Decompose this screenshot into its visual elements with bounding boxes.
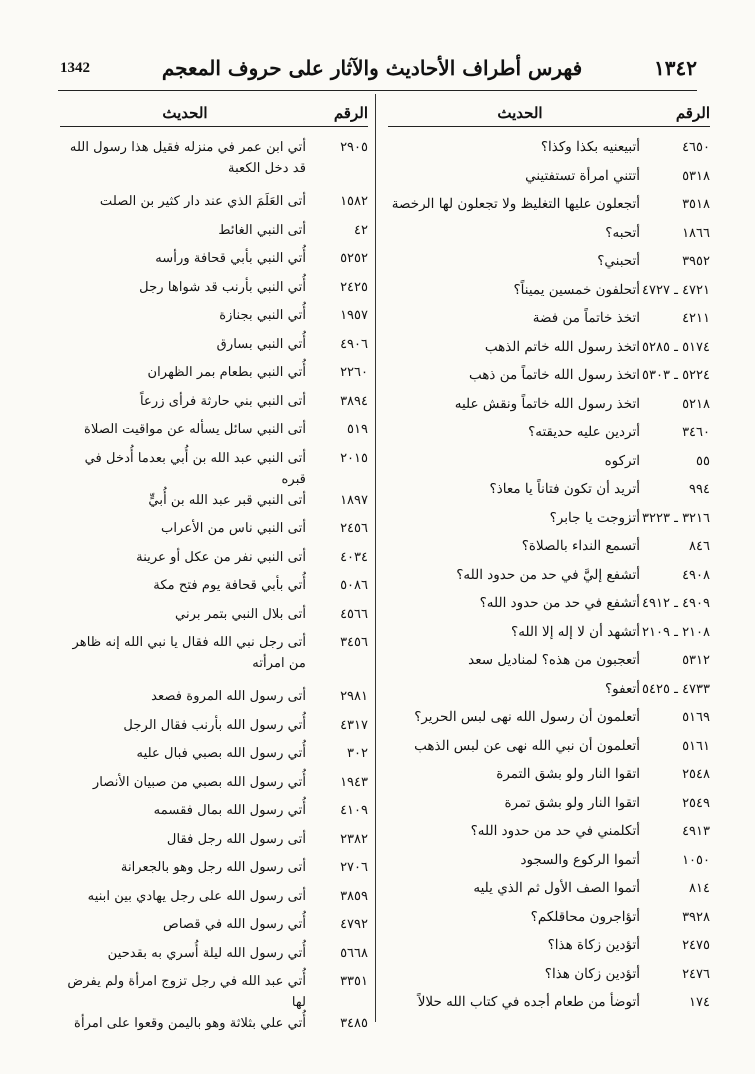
header-rule — [58, 90, 697, 91]
index-entry — [60, 547, 368, 576]
entry-number: ٥٥ — [696, 453, 710, 469]
index-entry — [388, 964, 710, 993]
entry-number: ٢٥٤٩ — [682, 795, 710, 811]
entry-text: أتعفو؟ — [605, 680, 640, 697]
index-entry — [60, 886, 368, 915]
entry-number: ١٩٥٧ — [340, 308, 368, 323]
entry-number: ٢٧٠٦ — [340, 860, 368, 875]
index-entry — [388, 650, 710, 679]
entry-text: أتى رسول الله رجل فقال — [166, 831, 306, 847]
column-divider — [375, 94, 376, 1022]
entry-text: أتى العَلَمَ الذي عند دار كثير بن الصلت — [99, 194, 306, 209]
index-entry — [388, 337, 710, 366]
entry-number: ٥٠٨٦ — [340, 578, 368, 593]
entry-text: أُتي رسول الله ليلة أُسري به بقدحين — [107, 945, 306, 961]
entry-text: أتعلمون أن رسول الله نهى لبس الحرير؟ — [414, 709, 640, 725]
entry-number: ٢٤٥٦ — [340, 521, 368, 536]
entry-text: أتشفع إليَّ في حد من حدود الله؟ — [456, 566, 640, 583]
index-entry — [388, 707, 710, 736]
entry-text: اتخذ خاتماً من فضة — [532, 310, 640, 326]
entry-text: أتحبني؟ — [597, 253, 640, 269]
hadith-column-heading: الحديث — [497, 104, 543, 122]
entry-text: أُتي رسول الله بأرنب فقال الرجل — [123, 717, 306, 733]
entry-text: أتموا الركوع والسجود — [520, 851, 640, 868]
entry-number: ٤٠٣٤ — [340, 549, 368, 565]
entry-number: ٤٩٠٦ — [340, 336, 368, 352]
entry-text: أتشفع في حد من حدود الله؟ — [479, 595, 640, 611]
entry-text: اتخذ رسول الله خاتم الذهب — [484, 338, 640, 355]
entry-number: ٨١٤ — [689, 881, 710, 896]
entry-number: ٢٣٨٢ — [340, 831, 368, 847]
entry-number: ٢٩٨١ — [340, 689, 368, 704]
entry-text: اتخذ رسول الله خاتماً ونقش عليه — [454, 395, 640, 412]
entry-number: ٥٢١٨ — [682, 396, 710, 412]
entry-number: ٥٦٦٨ — [340, 945, 368, 961]
entry-number: ٣٤٥٦ — [340, 635, 368, 650]
index-entry — [60, 490, 368, 519]
index-entry — [388, 992, 710, 1021]
entry-number: ٤٣١٧ — [340, 717, 368, 733]
index-entry — [388, 508, 710, 537]
index-entry — [60, 829, 368, 858]
entry-number: ٥١٦١ — [682, 738, 710, 754]
entry-number: ٤٩٠٨ — [682, 567, 710, 583]
entry-number: ٤١٠٩ — [340, 803, 368, 818]
entry-number: ٣٠٢ — [347, 746, 368, 761]
entry-number: ٢٥٤٨ — [682, 767, 710, 782]
index-entry — [60, 277, 368, 306]
right-column — [388, 100, 710, 1021]
entry-text: اتخذ رسول الله خاتماً من ذهب — [469, 367, 640, 383]
entry-text: أتحبه؟ — [605, 224, 640, 241]
entry-text: أُتي رسول الله بصبي من صبيان الأنصار — [92, 774, 306, 790]
index-entry — [388, 878, 710, 907]
entry-number: ٩٩٤ — [689, 482, 710, 497]
index-entry — [388, 422, 710, 451]
entry-number: ١٧٤ — [689, 995, 710, 1010]
entry-text: أُتي علي بثلاثة وهو باليمن وقعوا على امرأة — [74, 1016, 306, 1031]
index-entry — [388, 166, 710, 195]
entry-text: أتى بلال النبي بتمر برني — [174, 606, 306, 622]
index-entry — [60, 686, 368, 715]
entry-text: أتي ابن عمر في منزله فقيل هذا رسول الله قد دخل الكعبة — [69, 140, 306, 176]
index-entry — [388, 394, 710, 423]
left-column — [60, 100, 368, 1042]
entry-text: أتردين عليه حديقته؟ — [528, 424, 640, 440]
entry-number: ٢٩٠٥ — [340, 140, 368, 155]
entry-number: ٤٢ — [354, 222, 368, 238]
index-entry — [388, 308, 710, 337]
entry-number: ٣٨٥٩ — [340, 888, 368, 904]
index-entry — [388, 850, 710, 879]
index-entry — [388, 935, 710, 964]
entry-text: أتريد أن تكون فتاناً يا معاذ؟ — [489, 481, 640, 497]
index-entry — [60, 604, 368, 633]
entry-number: ٣٨٩٤ — [340, 393, 368, 409]
index-entry — [60, 334, 368, 363]
page-title: فهرس أطراف الأحاديث والآثار على حروف المعجم — [161, 56, 583, 80]
index-entry — [388, 565, 710, 594]
index-entry — [60, 191, 368, 220]
entry-number: ٥٣١٢ — [682, 653, 710, 668]
entry-text: أتى النبي الغائط — [218, 222, 306, 238]
page-header — [60, 52, 697, 84]
index-entry — [60, 632, 368, 686]
right-column-header — [388, 100, 710, 127]
entry-text: اتقوا النار ولو بشق التمرة — [496, 766, 640, 782]
entry-number: ٣٤٨٥ — [340, 1016, 368, 1031]
index-entry — [60, 391, 368, 420]
entry-number: ٢١٠٨ ـ ٢١٠٩ — [642, 624, 710, 640]
entry-text: أتتني امرأة تستفتيني — [525, 167, 640, 184]
index-entry — [60, 362, 368, 391]
entry-number: ٣٤٦٠ — [682, 425, 710, 440]
index-entry — [60, 575, 368, 604]
entry-number: ٤٧٢١ ـ ٤٧٢٧ — [642, 282, 710, 298]
entry-number: ٢٤٧٦ — [682, 966, 710, 982]
entry-number: ٥١٦٩ — [682, 710, 710, 725]
entry-number: ٣٣٥١ — [340, 974, 368, 989]
entry-text: أتبيعنيه بكذا وكذا؟ — [540, 139, 640, 155]
entry-text: أتعجبون من هذه؟ لمناديل سعد — [468, 652, 640, 668]
entry-number: ٤٧٩٢ — [340, 917, 368, 932]
index-entry — [60, 715, 368, 744]
entry-number: ١٠٥٠ — [682, 852, 710, 868]
entry-text: أتموا الصف الأول ثم الذي يليه — [473, 880, 640, 896]
entry-text: أُتي النبي بسارق — [216, 336, 306, 352]
entry-number: ٥٢٢٤ ـ ٥٣٠٣ — [642, 368, 710, 383]
entry-text: اتقوا النار ولو بشق تمرة — [504, 794, 640, 811]
entry-text: أُتي النبي بطعام بمر الظهران — [147, 365, 306, 380]
entry-number: ٢٤٢٥ — [340, 279, 368, 295]
entry-text: أتى النبي بني حارثة فرأى زرعاً — [139, 393, 306, 409]
index-entry — [388, 764, 710, 793]
entry-text: أُتي النبي بأبي قحافة ورأسه — [155, 251, 306, 266]
index-entry — [60, 772, 368, 801]
entry-number: ٥٣١٨ — [682, 168, 710, 184]
entry-text: أتى رجل نبي الله فقال يا نبي الله إنه ظاهر من امرأته — [72, 635, 306, 671]
entry-number: ٣٥١٨ — [682, 197, 710, 212]
entry-text: أتوضأ من طعام أجده في كتاب الله حلالاً — [417, 994, 640, 1010]
page-number-latin: 1342 — [60, 59, 90, 76]
entry-number: ٤٩٠٩ ـ ٤٩١٢ — [642, 596, 710, 611]
index-entry — [60, 914, 368, 943]
entry-number: ١٨٦٦ — [682, 225, 710, 241]
entry-number: ٢٢٦٠ — [340, 365, 368, 380]
page-number-arabic: ١٣٤٢ — [654, 56, 697, 80]
index-entry — [60, 800, 368, 829]
entry-text: أتى رسول الله رجل وهو بالجعرانة — [120, 860, 306, 875]
entry-text: أتى النبي عبد الله بن أُبي بعدما أُدخل في قبره — [84, 450, 306, 487]
index-entry — [388, 679, 710, 708]
entry-text: أُتي عبد الله في رجل تزوج امرأة ولم يفرض لها — [67, 974, 306, 1010]
entry-text: أتى رسول الله على رجل يهادي بين ابنيه — [87, 888, 306, 904]
entry-text: أُتي النبي بجنازة — [219, 308, 306, 323]
index-entry — [60, 220, 368, 249]
entry-number: ٤٦٥٠ — [682, 140, 710, 155]
entry-number: ٤٢١١ — [682, 311, 710, 326]
index-entry — [388, 736, 710, 765]
entry-number: ١٩٤٣ — [340, 774, 368, 790]
entry-text: أتؤدين زكان هذا؟ — [544, 965, 640, 982]
index-entry — [388, 365, 710, 394]
entry-number: ٥٢٥٢ — [340, 251, 368, 266]
entry-number: ١٨٩٧ — [340, 492, 368, 508]
index-entry — [60, 419, 368, 448]
entry-text: أتؤاجرون محاقلكم؟ — [530, 908, 640, 925]
index-entry — [60, 518, 368, 547]
entry-text: أُتي رسول الله بصبي فبال عليه — [136, 746, 306, 761]
entry-text: أُتي رسول الله بمال فقسمه — [153, 803, 306, 818]
entry-number: ٢٤٧٥ — [682, 938, 710, 953]
index-entry — [388, 593, 710, 622]
entry-number: ٥١٩ — [347, 422, 368, 437]
index-entry — [60, 137, 368, 191]
entry-number: ٤٧٣٣ ـ ٥٤٢٥ — [642, 681, 710, 697]
index-entry — [388, 194, 710, 223]
index-entry — [388, 137, 710, 166]
index-entry — [60, 943, 368, 972]
entry-text: أتؤدين زكاة هذا؟ — [547, 937, 640, 953]
right-column-rows — [388, 137, 710, 1021]
left-column-header — [60, 100, 368, 127]
index-entry — [60, 248, 368, 277]
entry-number: ٤٥٦٦ — [340, 606, 368, 622]
entry-number: ٨٤٦ — [689, 539, 710, 554]
entry-text: أتى النبي نفر من عكل أو عرينة — [136, 549, 306, 565]
entry-number: ٣٢١٦ ـ ٣٢٢٣ — [642, 510, 710, 526]
index-entry — [388, 536, 710, 565]
index-entry — [60, 448, 368, 490]
index-entry — [388, 479, 710, 508]
index-entry — [388, 907, 710, 936]
entry-number: ١٥٨٢ — [340, 194, 368, 209]
index-entry — [388, 793, 710, 822]
number-column-heading: الرقم — [675, 104, 710, 122]
index-entry — [388, 223, 710, 252]
entry-text: أُتي رسول الله في قصاص — [162, 917, 306, 932]
entry-text: أُتي بأبي قحافة يوم فتح مكة — [153, 578, 306, 593]
index-entry — [60, 305, 368, 334]
entry-text: أتى رسول الله المروة فصعد — [151, 689, 306, 704]
entry-text: أتجعلون عليها التغليظ ولا تجعلون لها الرخصة — [391, 196, 640, 212]
index-entry — [388, 622, 710, 651]
entry-text: أتى النبي قبر عبد الله بن أُبيٍّ — [148, 492, 306, 508]
index-entry — [60, 971, 368, 1013]
index-entry — [60, 1013, 368, 1042]
entry-text: أتعلمون أن نبي الله نهى عن لبس الذهب — [414, 737, 640, 754]
entry-text: أتكلمني في حد من حدود الله؟ — [470, 823, 640, 839]
index-entry — [388, 251, 710, 280]
entry-number: ٥١٧٤ ـ ٥٢٨٥ — [642, 339, 710, 355]
index-entry — [60, 743, 368, 772]
left-column-rows — [60, 137, 368, 1042]
entry-text: أتشهد أن لا إله إلا الله؟ — [511, 623, 640, 640]
index-entry — [60, 857, 368, 886]
entry-number: ٢٠١٥ — [340, 450, 368, 466]
entry-number: ٤٩١٣ — [682, 824, 710, 839]
index-entry — [388, 821, 710, 850]
index-entry — [388, 280, 710, 309]
entry-text: أتزوجت يا جابر؟ — [549, 509, 640, 526]
entry-text: أتحلفون خمسين يميناً؟ — [513, 281, 640, 298]
hadith-column-heading: الحديث — [162, 104, 208, 122]
index-entry — [388, 451, 710, 480]
entry-text: أتى النبي ناس من الأعراب — [160, 521, 306, 536]
entry-number: ٣٩٢٨ — [682, 909, 710, 925]
entry-text: أتى النبي سائل يسأله عن مواقيت الصلاة — [84, 422, 306, 437]
entry-number: ٣٩٥٢ — [682, 254, 710, 269]
entry-text: أُتي النبي بأرنب قد شواها رجل — [139, 279, 306, 295]
entry-text: اتركوه — [604, 452, 640, 469]
number-column-heading: الرقم — [333, 104, 368, 122]
entry-text: أتسمع النداء بالصلاة؟ — [521, 538, 640, 554]
